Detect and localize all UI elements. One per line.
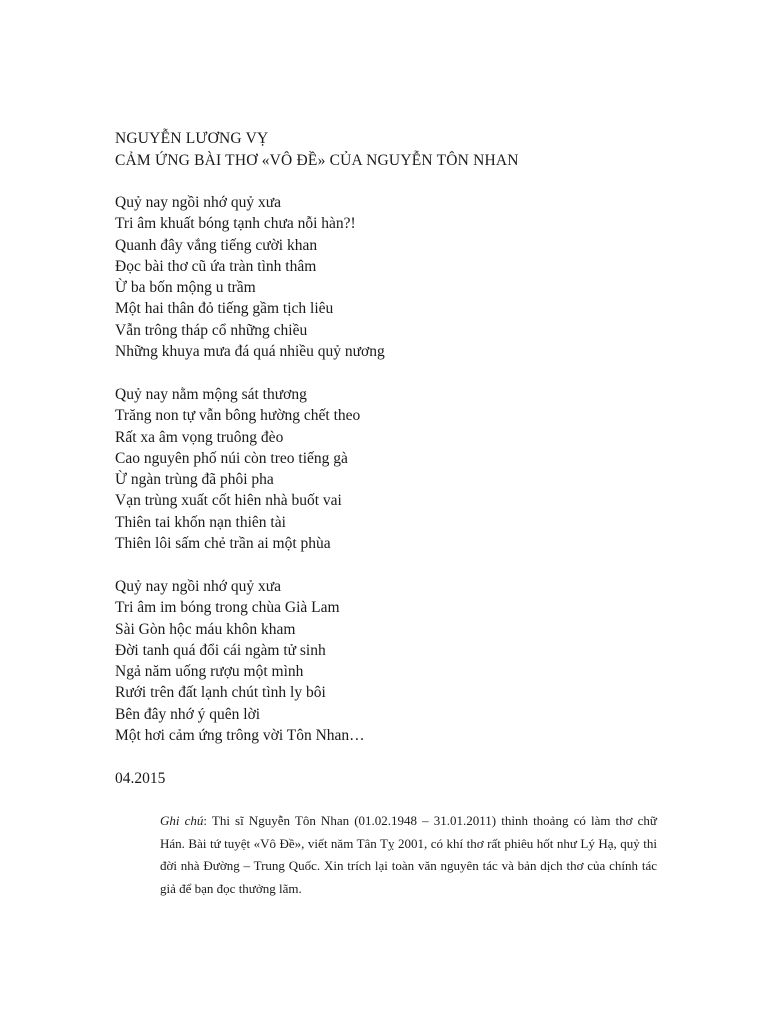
stanza-3: [115, 576, 365, 746]
stanza-1: [115, 192, 385, 362]
poem-line: Thiên tai khốn nạn thiên tài: [115, 513, 286, 531]
poem-line: Ừ ba bốn mộng u trầm: [115, 279, 256, 297]
poem-line: Quỷ nay ngồi nhớ quỷ xưa: [115, 194, 281, 211]
poem-line: Đọc bài thơ cũ ứa tràn tình thâm: [115, 257, 317, 275]
poem-line: Tri âm khuất bóng tạnh chưa nỗi hàn?!: [115, 215, 356, 233]
footnote: [160, 810, 657, 900]
poem-line: Đời tanh quá đổi cái ngàm tử sinh: [115, 641, 326, 659]
poem-line: Một hai thân đỏ tiếng gầm tịch liêu: [115, 300, 334, 318]
poem-line: Rất xa âm vọng truông đèo: [115, 428, 284, 446]
poem-line: Quỷ nay ngồi nhớ quỷ xưa: [115, 578, 281, 595]
note-text: : Thi sĩ Nguyễn Tôn Nhan (01.02.1948 – 31.01.2011) thỉnh thoảng có làm thơ chữ Hán. Bài tứ tuyệt «Vô Đề», viết năm Tân Tỵ 2001, có khí thơ rất phiêu hốt như Lý Hạ, quỷ thi đời nhà Đường – Trung Quốc. Xin trích lại toàn văn nguyên tác và bản dịch thơ của chính tác giả để bạn đọc thưởng lãm.: [160, 813, 657, 896]
poem-line: Trăng non tự vẫn bông hường chết theo: [115, 407, 361, 425]
poem-line: Bên đây nhớ ý quên lời: [115, 705, 261, 723]
poem-line: Tri âm im bóng trong chùa Già Lam: [115, 599, 340, 617]
author-name: NGUYỄN LƯƠNG VỴ: [115, 130, 269, 147]
poem-line: Quỷ nay nằm mộng sát thương: [115, 386, 307, 403]
poem-line: Thiên lôi sấm chẻ trần ai một phùa: [115, 535, 331, 553]
poem-header: [115, 128, 519, 172]
poem-line: Vẫn trông tháp cổ những chiều: [115, 321, 308, 339]
poem-title: CẢM ỨNG BÀI THƠ «VÔ ĐỀ» CỦA NGUYỄN TÔN NHAN: [115, 152, 519, 169]
poem-line: Ừ ngàn trùng đã phôi pha: [115, 471, 274, 489]
poem-line: Ngả năm uống rượu một mình: [115, 663, 304, 681]
poem-date: 04.2015: [115, 770, 166, 787]
stanza-2: [115, 384, 360, 554]
poem-line: Rưới trên đất lạnh chút tình ly bôi: [115, 684, 326, 702]
note-label: Ghi chú: [160, 813, 204, 828]
poem-line: Những khuya mưa đá quá nhiều quỷ nương: [115, 343, 385, 361]
poem-line: Sài Gòn hộc máu khôn kham: [115, 620, 296, 638]
poem-line: Vạn trùng xuất cốt hiên nhà buốt vai: [115, 492, 342, 510]
poem-line: Cao nguyên phố núi còn treo tiếng gà: [115, 449, 348, 467]
poem-line: Quanh đây vắng tiếng cười khan: [115, 236, 318, 254]
poem-line: Một hơi cảm ứng trông vời Tôn Nhan…: [115, 727, 365, 745]
